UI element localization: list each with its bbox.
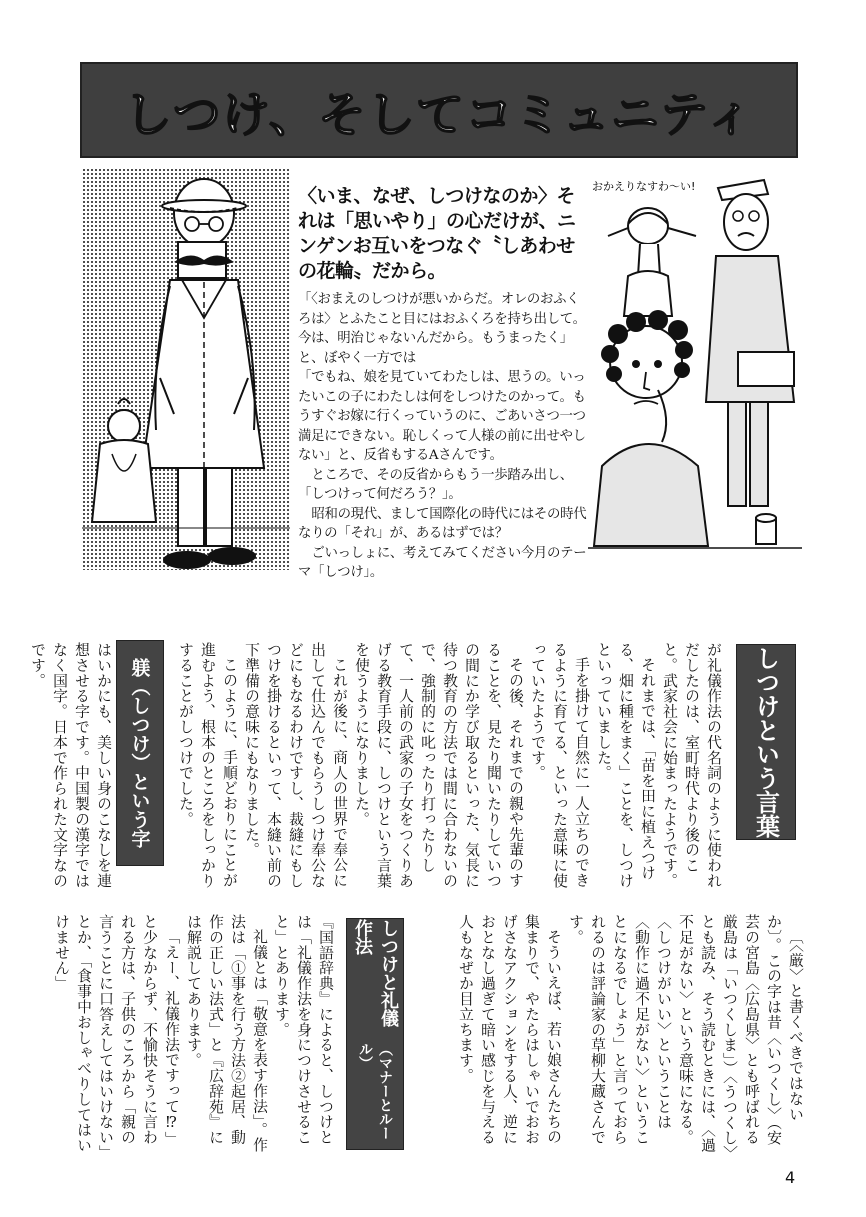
title-banner [80,62,798,158]
intro-paragraph: ごいっしょに、考えてみてください今月のテーマ「しつけ」。 [298,545,587,580]
body-paragraph: そういえば、若い娘さんたちの集まりで、やたらはしゃいでおおげさなアクションをする人、逆におとなし過ぎて暗い感じを与える人もなぜか目立ちます。 [457,914,562,1145]
intro-paragraph: 昭和の現代、まして国際化の時代にはその時代なりの「それ」が、あるはずでは？ [298,506,587,541]
family-drawing [588,166,806,578]
section-heading [346,918,404,1150]
section-1-body [120,642,724,892]
body-paragraph: その後、それまでの親や先輩のすることを、見たり聞いたりしていつの間にか学び取るといった、気長に待つ教育の方法では間に合わないので、強制的に叱ったり打ったりして、一人前の武家の子女をつくりあげる教育手段に、しつけという言葉を使うようになりました。 [353,642,524,889]
illustration-father-daughter [82,168,290,570]
body-paragraph: 『国語辞典』によると、しつけとは「礼儀作法を身につけさせること」とあります。 [273,914,334,1145]
body-paragraph: はいかにも、美しい身のこなしを連想させる字です。中国製の漢字ではなく国字。日本で作られた文字なのです。 [29,642,112,889]
father-daughter-drawing [82,168,290,570]
body-paragraph: 〔〈厳〉と書くべきではないか〕。この字は昔〈いつくし〉（安芸の宮島〈広島県〉とも呼ばれる厳島は「いつくしま」）〈うつくし〉とも読み、そう読むときには、〈過不足がない〉という意味になる。〈しつけがいい〉ということは〈動作に過不足がない〉ということになるでしょう」と言っておられるのは評論家の草柳大蔵さんです。 [567,914,804,1154]
intro-paragraph: 「〈おまえのしつけが悪いからだ。オレのおふくろは〉とふたこと目にはおふくろを持ち出して。今は、明治じゃないんだから。もうまったく」と、ぼやく一方では [298,292,586,366]
speech-text: おかえりなすわ～い! [592,180,696,193]
body-paragraph: 礼儀とは「敬意を表す作法」。作法は「①事を行う方法②起居、動作の正しい法式」と『広辞苑』には解説してあります。 [185,914,268,1153]
body-paragraph: が礼儀作法の代名詞のように使われだしたのは、室町時代より後のこと。武家社会に始まったようです。 [661,642,722,889]
intro-block [298,184,590,583]
section-heading-label: しつけと礼儀作法 [352,919,399,1027]
section-heading [116,640,164,866]
intro-paragraph: 「でもね、娘を見ていてわたしは、思うの。いったいこの子にわたしは何をしつけたのかって。もうすぐお嫁に行くっていうのに、ごあいさつ一つ満足にできない。恥しくって人様の前に出せやしない」と、反省もするAさんです。 [298,370,586,463]
page-number: 4 [785,1168,796,1187]
body-paragraph: これが後に、商人の世界で奉公に出して仕込んでもらうしつけ奉公などにもなるわけですし、裁縫にもしつけを掛けるといって、本縫い前の下準備の意味にもなりました。 [243,642,348,889]
section-2-body [414,914,806,1154]
body-paragraph: 「えー、礼儀作法ですって⁉」と少なからず、不愉快そうに言われる方は、子供のころから「親の言うことに口答えしてはいけない」とか、「食事中おしゃべりしてはいけません」 [53,914,180,1153]
illustration-family [588,166,806,578]
section-subheading: （マナーとルール） [357,1041,393,1140]
section-2-body-start [29,642,114,892]
body-paragraph: それまでは、「苗を田に植えつける、畑に種をまく」ことを、しつけといっていました。 [595,642,656,889]
intro-paragraph: ところで、その反省からもう一歩踏み出し、「しつけって何だろう？」。 [298,467,573,502]
page-title: しつけ、そしてコミュニティ [123,86,755,143]
intro-heading: 〈いま、なぜ、しつけなのか〉それは「思いやり」の心だけが、ニンゲンお互いをつなぐ〝しあわせの花輪〟だから。 [298,185,576,282]
section-heading-label: 躾（しつけ）という字 [128,658,151,848]
body-paragraph: このように、手順どおりにことが進むよう、根本のところをしっかりすることがしつけでした。 [177,642,238,889]
section-heading-label: しつけという言葉 [751,646,780,838]
section-heading [736,644,796,840]
body-paragraph: 手を掛けて自然に一人立ちのできるように育てる、といった意味に使っていたようです。 [529,642,590,889]
section-3-body [53,914,336,1154]
